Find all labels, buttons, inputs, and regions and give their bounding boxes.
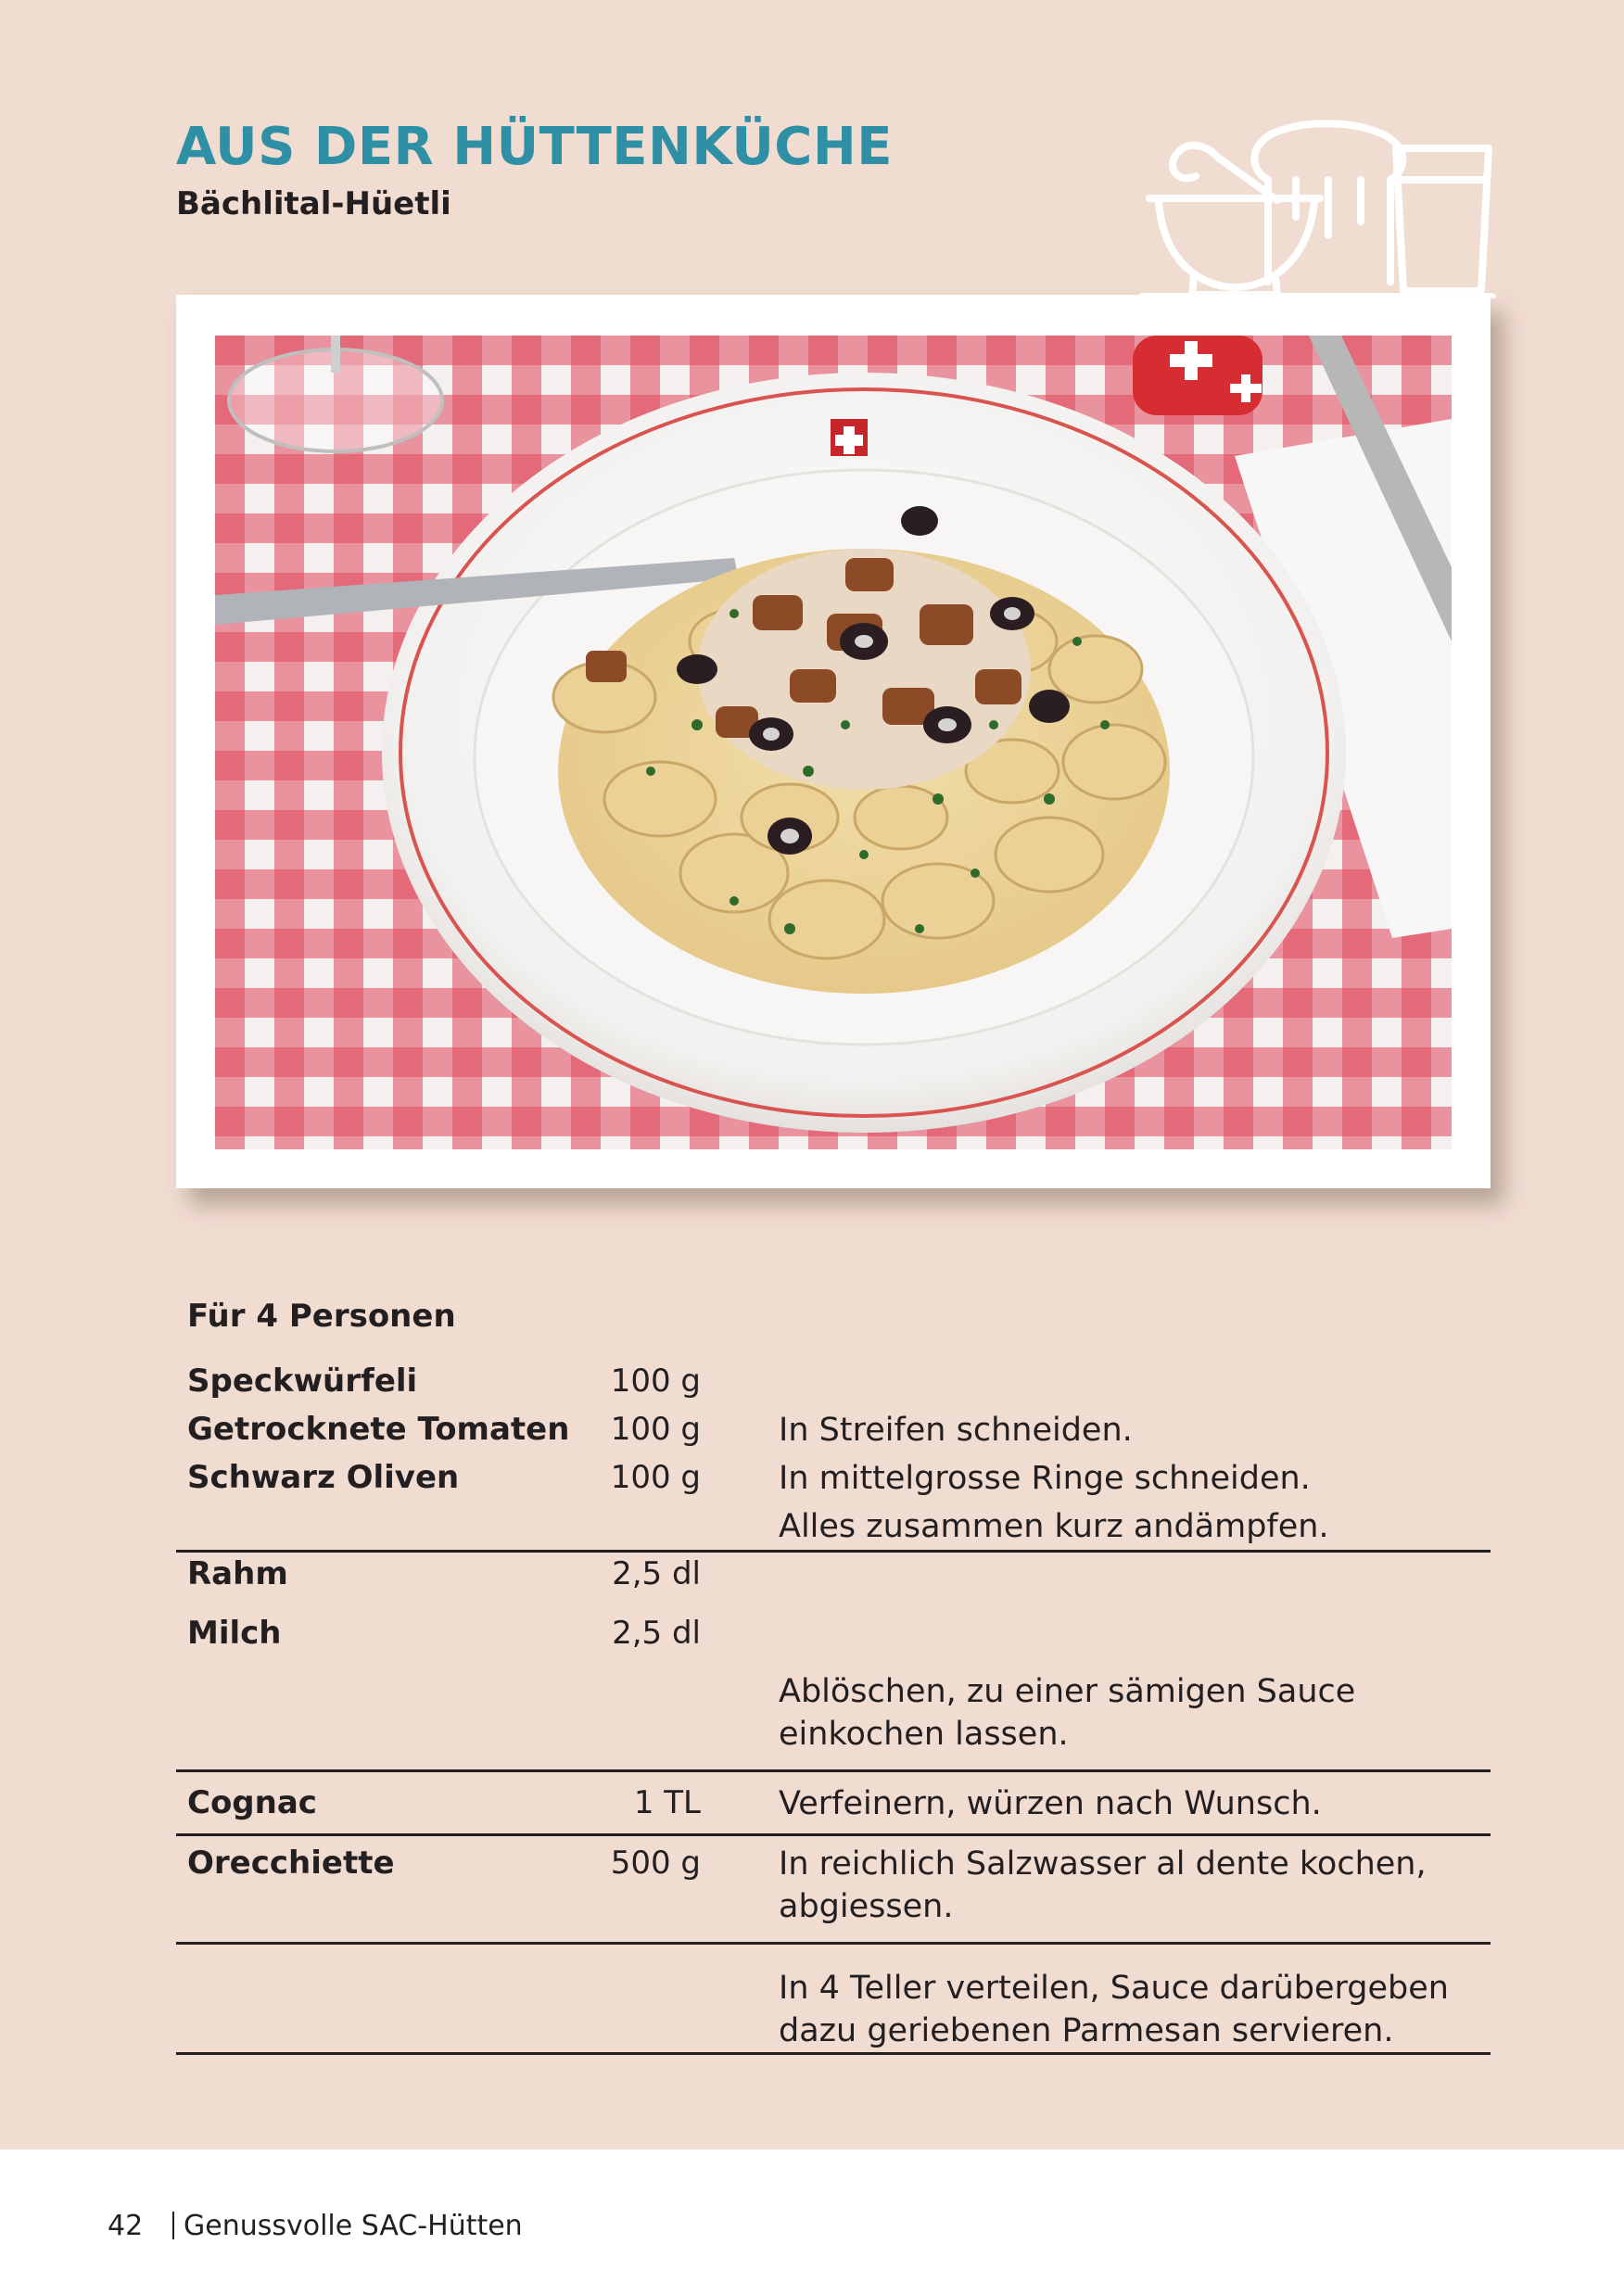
- instruction-step: In reichlich Salzwasser al dente kochen, abgiessen.: [779, 1845, 1427, 1925]
- recipe-subtitle: Bächlital-Hüetli: [176, 185, 451, 222]
- table-divider: [176, 1833, 1491, 1836]
- ingredient-quantity: 1 TL: [633, 1784, 701, 1821]
- ingredient-quantity: 2,5 dl: [612, 1615, 701, 1652]
- table-divider: [176, 1550, 1491, 1553]
- ingredient-name: Speckwürfeli: [187, 1363, 418, 1400]
- servings-heading: Für 4 Personen: [187, 1298, 456, 1335]
- ingredient-name: Orecchiette: [187, 1845, 395, 1882]
- ingredient-name: Getrocknete Tomaten: [187, 1411, 570, 1448]
- publication-title: Genussvolle SAC-Hütten: [184, 2210, 523, 2242]
- page-number: 42: [108, 2210, 144, 2242]
- instruction-step: In 4 Teller verteilen, Sauce darübergeben dazu geriebenen Parmesan servieren.: [779, 1970, 1449, 2049]
- ingredient-name: Rahm: [187, 1555, 288, 1592]
- pasta-plate-photo: [215, 336, 1452, 1149]
- instruction-step: Verfeinern, würzen nach Wunsch.: [779, 1785, 1322, 1822]
- ingredient-quantity: 100 g: [610, 1411, 701, 1448]
- instruction-step: Alles zusammen kurz andämpfen.: [779, 1508, 1329, 1545]
- footer-separator: [172, 2212, 174, 2239]
- ingredient-quantity: 100 g: [610, 1459, 701, 1496]
- ingredient-quantity: 100 g: [610, 1363, 701, 1400]
- ingredient-name: Cognac: [187, 1784, 317, 1821]
- instruction-step: In Streifen schneiden.: [779, 1412, 1133, 1449]
- instruction-step: In mittelgrosse Ringe schneiden.: [779, 1460, 1311, 1497]
- table-divider: [176, 1769, 1491, 1772]
- ingredient-name: Milch: [187, 1615, 282, 1652]
- table-divider: [176, 2052, 1491, 2055]
- ingredient-quantity: 500 g: [610, 1845, 701, 1882]
- table-divider: [176, 1942, 1491, 1945]
- kitchen-bowl-bread-glass-icon: [1138, 115, 1496, 298]
- ingredient-name: Schwarz Oliven: [187, 1459, 460, 1496]
- ingredient-quantity: 2,5 dl: [612, 1555, 701, 1592]
- instruction-step: Ablöschen, zu einer sämigen Sauce einkochen lassen.: [779, 1673, 1356, 1753]
- page-title: AUS DER HÜTTENKÜCHE: [176, 117, 894, 177]
- recipe-photo-frame: [176, 295, 1491, 1188]
